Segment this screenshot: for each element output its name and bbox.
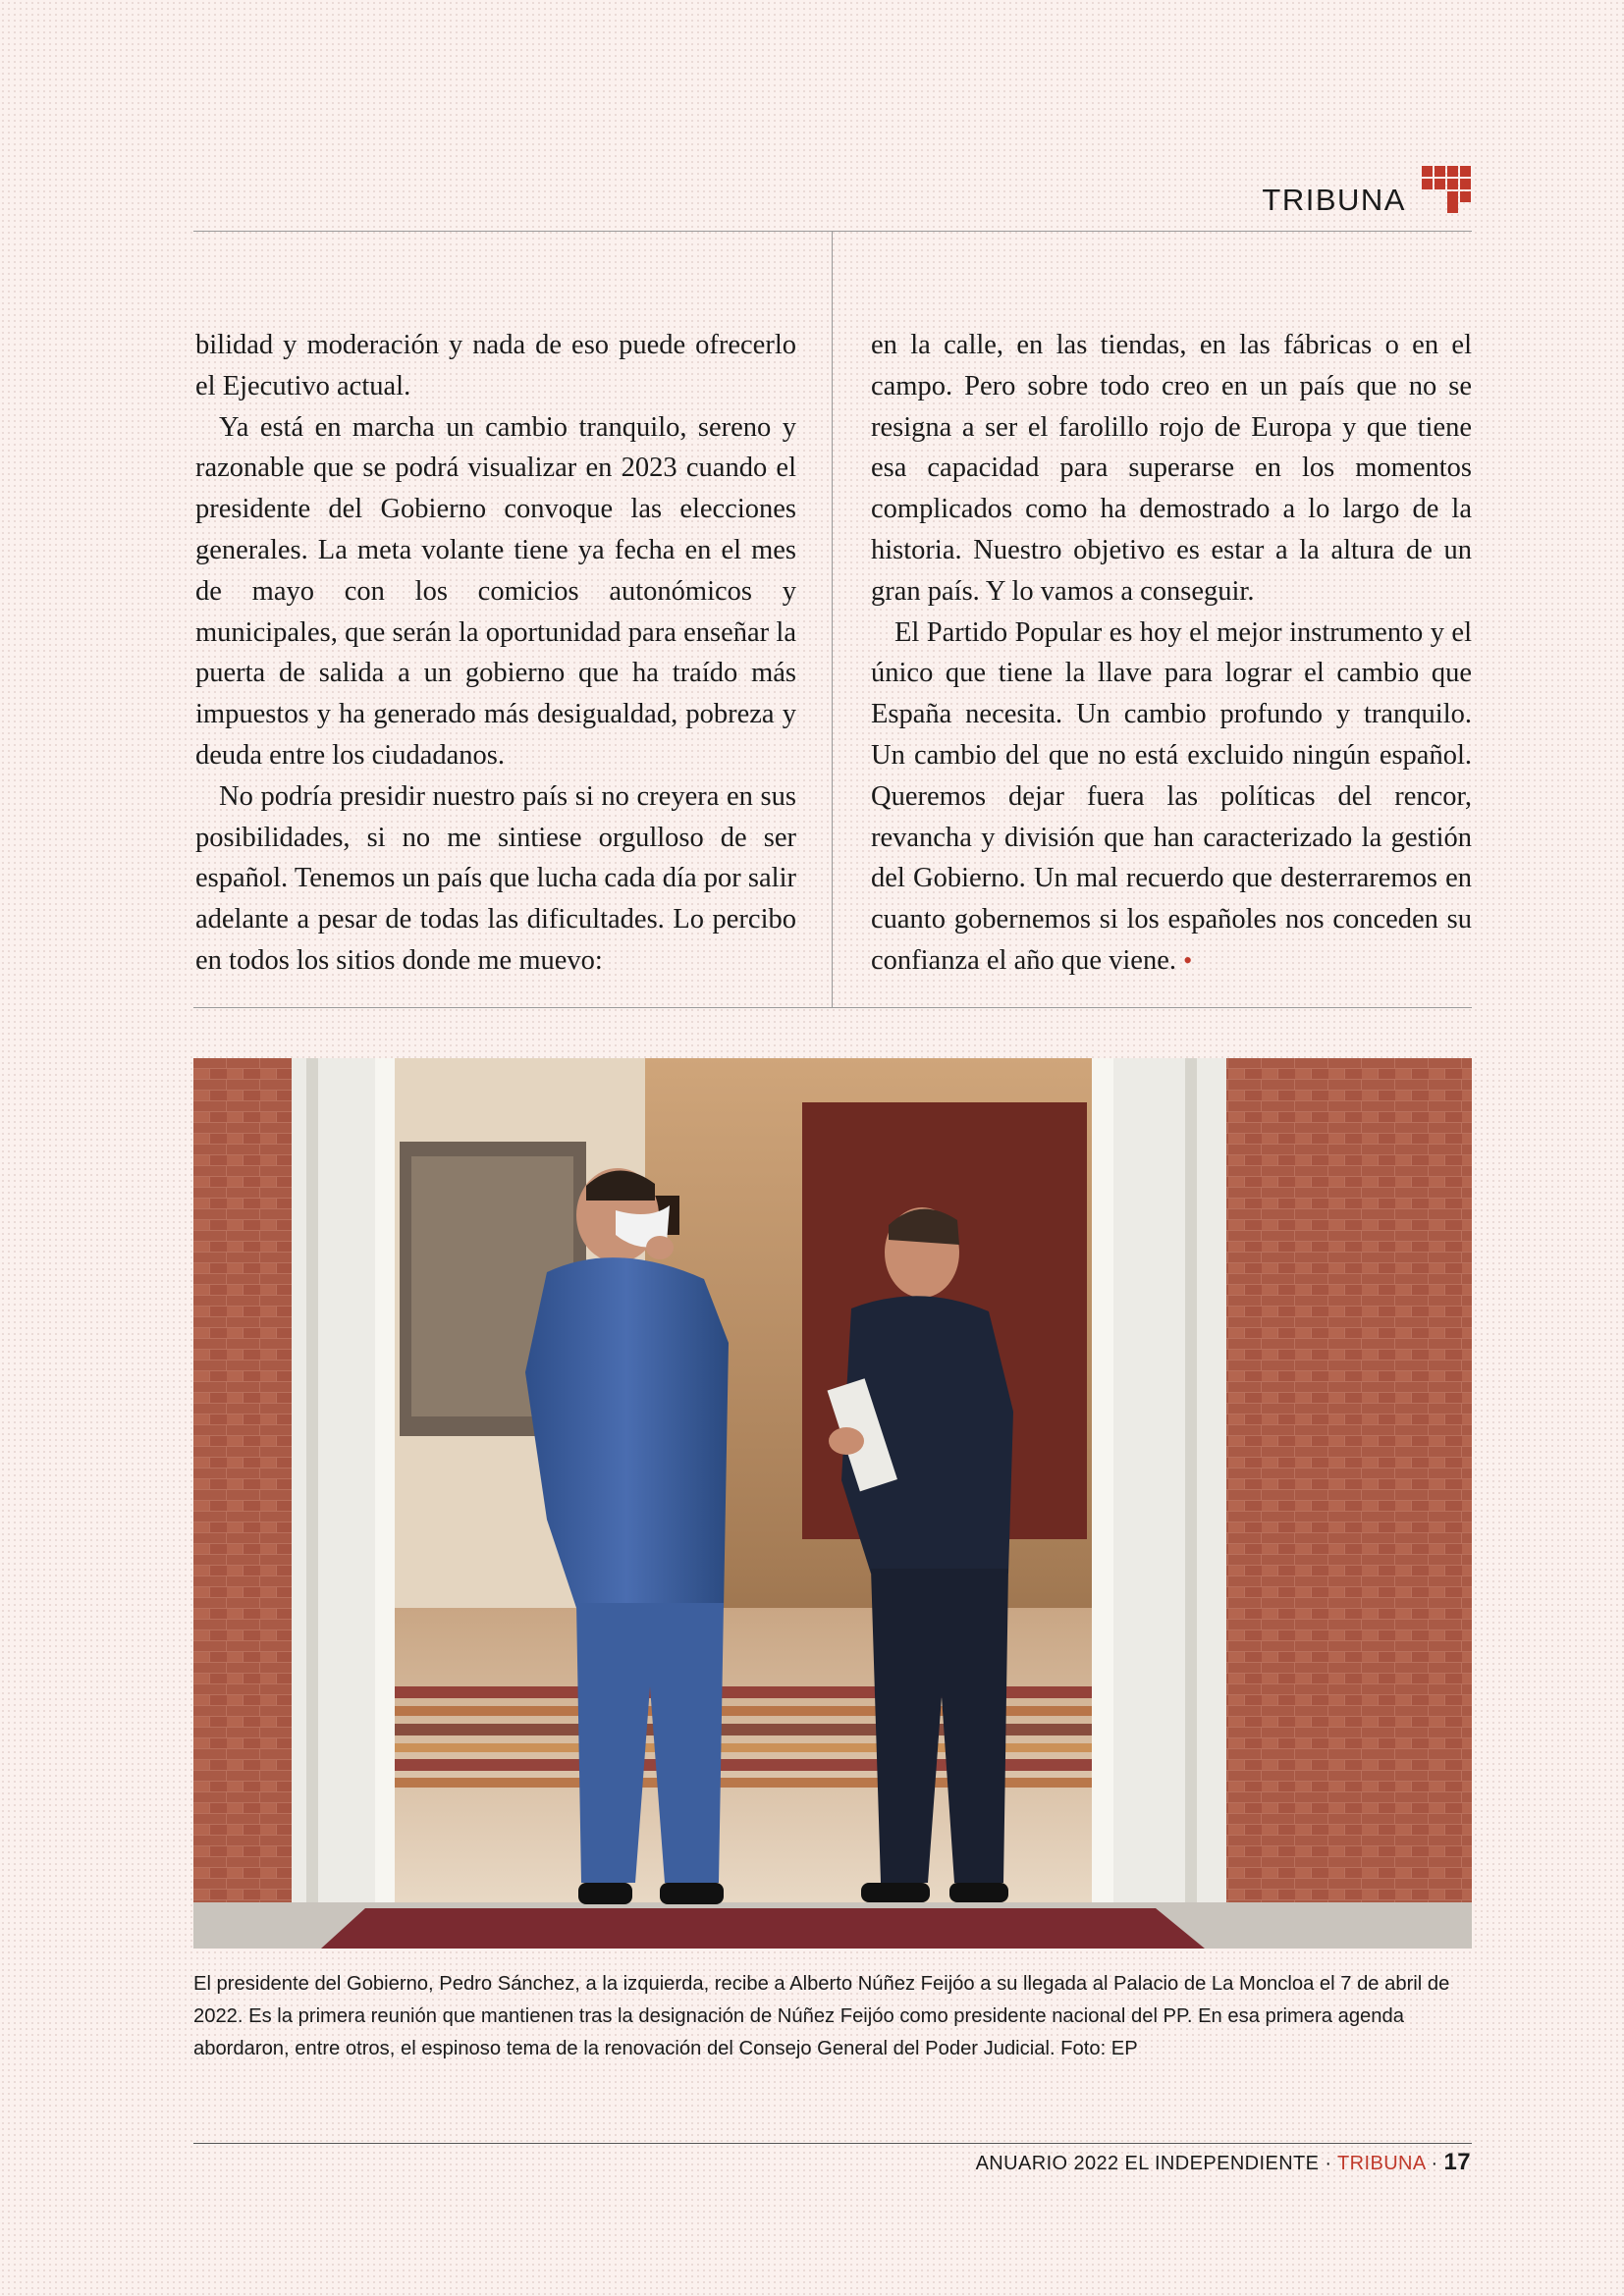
brick-wall-right [1226,1058,1472,1902]
photo-illustration [193,1058,1472,1949]
paragraph: en la calle, en las tiendas, en las fábricas o en el campo. Pero sobre todo creo en un país que no se resigna a ser el farolillo rojo de Europa y que tiene esa capacidad para superarse en los momentos complicados como ha demostrado a lo largo de la historia. Nuestro objetivo es estar a la altura de un gran país. Y lo vamos a conseguir. [871,330,1472,607]
page-number: 17 [1443,2149,1471,2175]
paragraph: Ya está en marcha un cambio tranquilo, sereno y razonable que se podrá visualizar en 2023 cuando el presidente del Gobierno convoque las elecciones generales. La meta volante tiene ya fecha en el mes de mayo con los comicios autonómicos y municipales, que serán la oportunidad para enseñar la puerta de salida a un gobierno que ha traído más impuestos y ha generado más desigualdad, pobreza y deuda entre los ciudadanos. [195,411,796,771]
article-left-column [195,325,796,982]
paragraph-text: El Partido Popular es hoy el mejor instrumento y el único que tiene la llave para lograr el cambio que España necesita. Un cambio profundo y tranquilo. Un cambio del que no está excluido ningún español. Queremos dejar fuera las políticas del rencor, revancha y división que han caracterizado la gestión del Gobierno. Un mal recuerdo que desterraremos en cuanto gobernemos si los españoles nos conceden su confianza el año que viene. [871,616,1472,976]
paragraph [871,613,1472,982]
column-divider [832,232,833,1007]
footer-rule [193,2143,1472,2144]
page-footer [976,2149,1471,2176]
brick-wall-left [193,1058,292,1902]
article-photo [193,1058,1472,1949]
section-rule [193,1007,1472,1008]
red-tile-grid-icon [1422,166,1471,213]
red-carpet [321,1908,1205,1949]
header-rule [193,231,1472,232]
footer-section: TRIBUNA [1337,2153,1426,2174]
section-label: TRIBUNA [1262,183,1406,217]
end-mark: • [1183,945,1193,975]
photo-caption: El presidente del Gobierno, Pedro Sánchez, a la izquierda, recibe a Alberto Núñez Feijóo a su llegada al Palacio de La Moncloa el 7 de abril de 2022. Es la primera reunión que mantienen tras la designación de Núñez Feijóo como presidente nacional del PP. En esa primera agenda abordaron, entre otros, el espinoso tema de la renovación del Consejo General del Poder Judicial. Foto: EP [193,1973,1450,2059]
footer-publication: ANUARIO 2022 EL INDEPENDIENTE · [975,2153,1338,2174]
paragraph: bilidad y moderación y nada de eso puede ofrecerlo el Ejecutivo actual. [195,330,796,401]
footer-separator: · [1425,2153,1444,2174]
article-right-column [871,325,1472,982]
paragraph: No podría presidir nuestro país si no creyera en sus posibilidades, si no me sintiese orgulloso de ser español. Tenemos un país que lucha cada día por salir adelante a pesar de todas las dificultades. Lo percibo en todos los sitios donde me muevo: [195,780,796,976]
